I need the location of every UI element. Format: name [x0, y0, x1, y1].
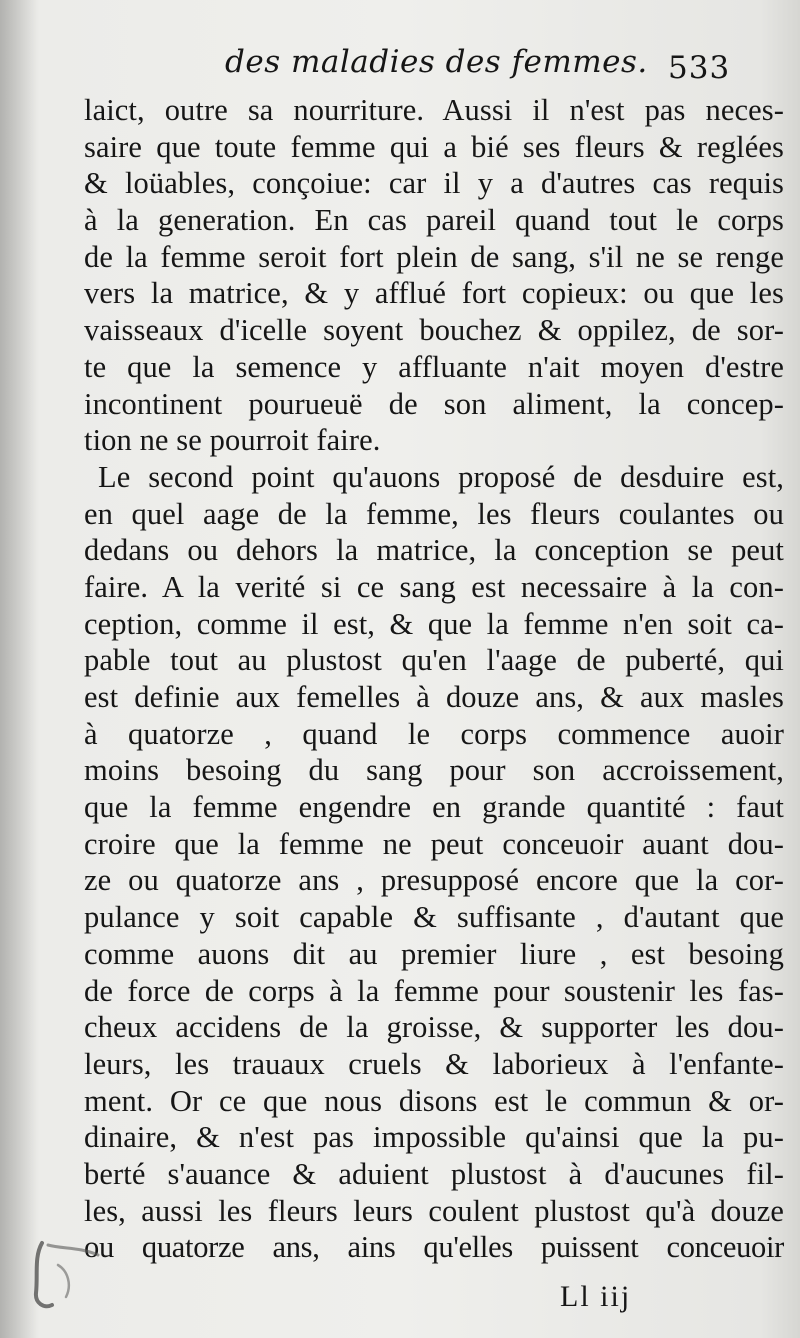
text-line: vers la matrice, & y afflué fort copieux: ou que les: [84, 276, 784, 311]
text-line: dinaire, & n'est pas impossible qu'ainsi que la pu-: [84, 1120, 784, 1155]
text-line: à quatorze , quand le corps commence auoir: [84, 716, 784, 751]
text-line: de la femme seroit fort plein de sang, s'il ne se renge: [84, 239, 784, 274]
text-line: incontinent pourueuë de son aliment, la concep-: [84, 386, 784, 421]
text-line: laict, outre sa nourriture. Aussi il n'est pas neces-: [84, 93, 784, 127]
text-line: en quel aage de la femme, les fleurs coulantes ou: [84, 496, 784, 531]
text-line: est definie aux femelles à douze ans, & aux masles: [84, 680, 784, 714]
text-line: leurs, les trauaux cruels & laborieux à l'enfante-: [84, 1046, 784, 1081]
text-line: berté s'auance & aduient plustost à d'aucunes fil-: [84, 1156, 784, 1191]
text-line: de force de corps à la femme pour soustenir les fas-: [84, 973, 784, 1008]
text-line: ze ou quatorze ans , presupposé encore que la cor-: [84, 863, 784, 898]
text-line: que la femme engendre en grande quantité : faut: [84, 790, 784, 825]
text-line: pulance y soit capable & suffisante , d'autant que: [84, 900, 784, 935]
text-line: ment. Or ce que nous disons est le commun & or-: [84, 1083, 784, 1118]
text-line: & loüables, conçoiue: car il y a d'autres cas requis: [84, 166, 784, 201]
page-number: 533: [668, 50, 731, 86]
text-line: saire que toute femme qui a bié ses fleurs & reglées: [84, 129, 784, 164]
ink-smudge-mark: [28, 1235, 118, 1315]
paragraph-start-line: Le second point qu'auons proposé de desduire est,: [98, 459, 784, 494]
text-line: ception, comme il est, & que la femme n'en soit ca-: [84, 606, 784, 641]
text-line: cheux accidens de la groisse, & supporter les dou-: [84, 1010, 784, 1045]
text-line: te que la semence y affluante n'ait moyen d'estre: [84, 349, 784, 384]
text-line: comme auons dit au premier liure , est besoing: [84, 936, 784, 971]
text-line: pable tout au plustost qu'en l'aage de puberté, qui: [84, 643, 784, 678]
running-title: des maladies des femmes.: [225, 44, 648, 80]
page-gutter-shadow: [0, 0, 38, 1338]
text-line: faire. A la verité si ce sang est necessaire à la con-: [84, 569, 784, 604]
text-line: les, aussi les fleurs leurs coulent plustost qu'à douze: [84, 1193, 784, 1228]
text-line: à la generation. En cas pareil quand tout le corps: [84, 203, 784, 238]
text-line: ou quatorze ans, ains qu'elles puissent conceuoir: [84, 1230, 784, 1265]
text-line: tion ne se pourroit faire.: [84, 423, 381, 458]
text-line: dedans ou dehors la matrice, la conception se peut: [84, 533, 784, 568]
body-text: [84, 92, 784, 1266]
text-line: moins besoing du sang pour son accroissement,: [84, 753, 784, 788]
signature-mark: Ll iij: [560, 1280, 632, 1313]
text-line: vaisseaux d'icelle soyent bouchez & oppilez, de sor-: [84, 313, 784, 348]
page-header: [0, 44, 800, 94]
text-line: croire que la femme ne peut conceuoir auant dou-: [84, 826, 784, 861]
